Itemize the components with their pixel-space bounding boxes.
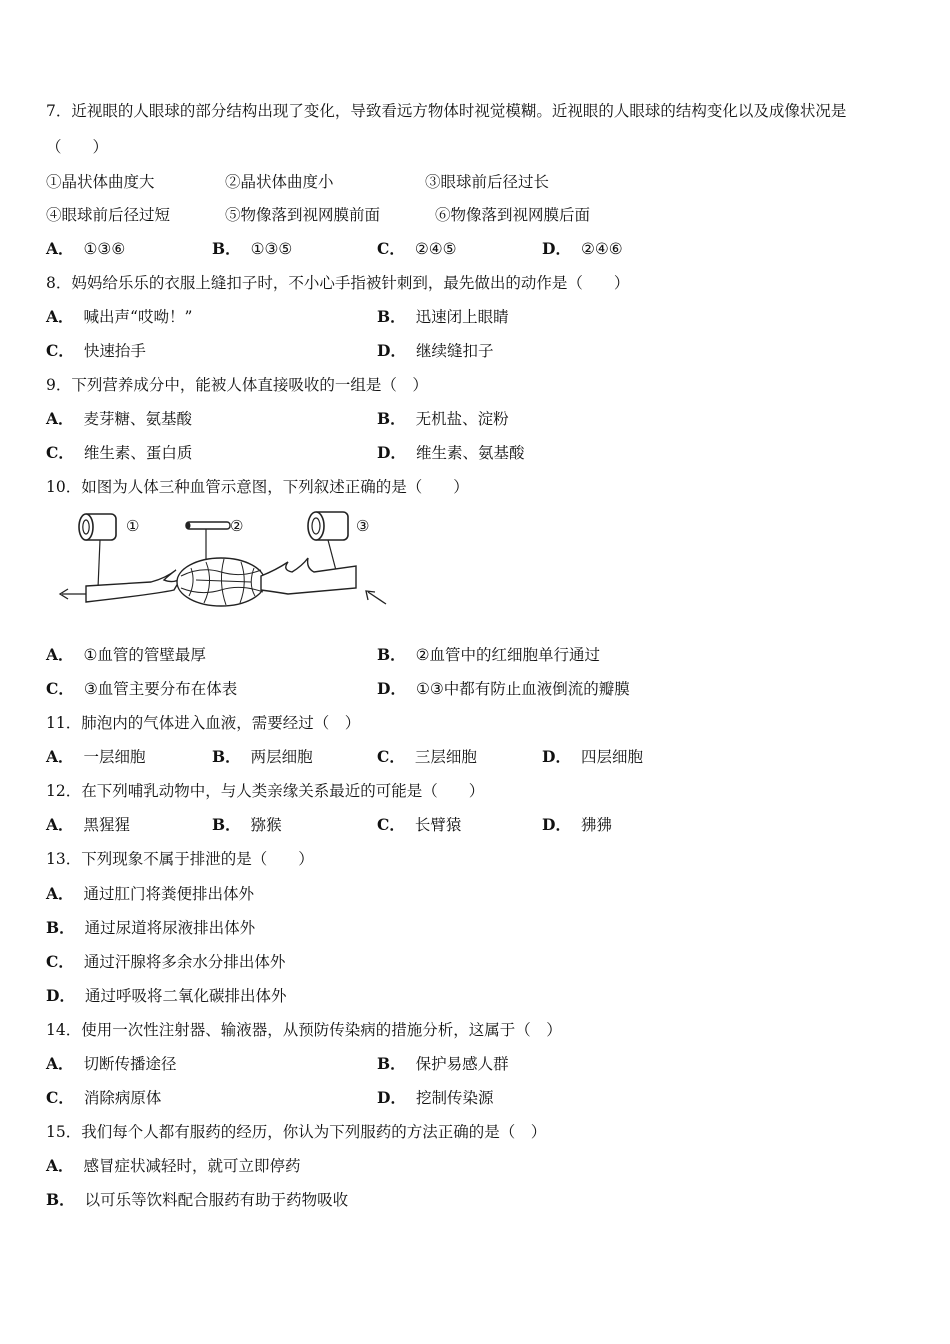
q7-option-c[interactable]: C． ②④⑤ [377, 239, 457, 258]
q7-item-3: ③眼球前后径过长 [425, 173, 550, 191]
q10-option-c[interactable]: C． ③血管主要分布在体表 [46, 679, 238, 698]
q7-paren: （ ） [46, 138, 109, 156]
q10-option-b[interactable]: B． ②血管中的红细胞单行通过 [377, 645, 601, 664]
q11-stem: 11．肺泡内的气体进入血液，需要经过（ ） [46, 714, 361, 732]
q15-option-a[interactable]: A． 感冒症状减轻时，就可立即停药 [46, 1156, 301, 1175]
q9-option-b[interactable]: B． 无机盐、淀粉 [377, 409, 509, 428]
q15-stem: 15．我们每个人都有服药的经历，你认为下列服药的方法正确的是（ ） [46, 1123, 547, 1141]
capillary-icon [186, 522, 231, 529]
q12-option-d[interactable]: D． 狒狒 [542, 815, 612, 834]
q12-option-c[interactable]: C． 长臂猿 [377, 815, 462, 834]
q13-option-a[interactable]: A． 通过肛门将粪便排出体外 [46, 884, 255, 903]
vein-cross-section-icon [308, 512, 348, 540]
q8-stem: 8．妈妈给乐乐的衣服上缝扣子时，不小心手指被针刺到，最先做出的动作是（ ） [46, 274, 630, 292]
q15-option-b[interactable]: B． 以可乐等饮料配合服药有助于药物吸收 [46, 1190, 349, 1209]
q11-option-a[interactable]: A． 一层细胞 [46, 747, 146, 766]
q7-item-5: ⑤物像落到视网膜前面 [225, 206, 381, 224]
q14-option-c[interactable]: C． 消除病原体 [46, 1088, 162, 1107]
q7-item-2: ②晶状体曲度小 [225, 173, 334, 191]
q13-stem: 13．下列现象不属于排泄的是（ ） [46, 850, 314, 868]
q9-option-d[interactable]: D． 维生素、氨基酸 [377, 443, 525, 462]
q8-option-a[interactable]: A． 喊出声“哎呦！” [46, 307, 193, 326]
q7-item-4: ④眼球前后径过短 [46, 206, 171, 224]
q14-option-a[interactable]: A． 切断传播途径 [46, 1054, 177, 1073]
q13-option-d[interactable]: D． 通过呼吸将二氧化碳排出体外 [46, 986, 287, 1005]
q7-stem: 7．近视眼的人眼球的部分结构出现了变化，导致看远方物体时视觉模糊。近视眼的人眼球的结构变化以及成像状况是 [46, 102, 847, 120]
q9-option-a[interactable]: A． 麦芽糖、氨基酸 [46, 409, 193, 428]
label-2: ② [230, 517, 244, 535]
q14-option-b[interactable]: B． 保护易感人群 [377, 1054, 509, 1073]
q7-option-b[interactable]: B． ①③⑤ [212, 239, 293, 258]
q7-item-1: ①晶状体曲度大 [46, 173, 155, 191]
q11-option-d[interactable]: D． 四层细胞 [542, 747, 643, 766]
q13-option-b[interactable]: B． 通过尿道将尿液排出体外 [46, 918, 256, 937]
q10-stem: 10．如图为人体三种血管示意图，下列叙述正确的是（ ） [46, 478, 469, 496]
q14-stem: 14．使用一次性注射器、输液器，从预防传染病的措施分析，这属于（ ） [46, 1021, 562, 1039]
q7-option-a[interactable]: A． ①③⑥ [46, 239, 126, 258]
label-3: ③ [356, 517, 370, 535]
q11-option-c[interactable]: C． 三层细胞 [377, 747, 477, 766]
blood-vessel-diagram [56, 506, 396, 616]
q8-option-d[interactable]: D． 继续缝扣子 [377, 341, 494, 360]
q8-option-c[interactable]: C． 快速抬手 [46, 341, 146, 360]
label-1: ① [126, 517, 140, 535]
flow-in-arrow-icon [366, 591, 386, 604]
q12-option-b[interactable]: B． 猕猴 [212, 815, 282, 834]
q12-option-a[interactable]: A． 黑猩猩 [46, 815, 131, 834]
q7-option-d[interactable]: D． ②④⑥ [542, 239, 623, 258]
q11-option-b[interactable]: B． 两层细胞 [212, 747, 313, 766]
q9-option-c[interactable]: C． 维生素、蛋白质 [46, 443, 193, 462]
q10-option-a[interactable]: A． ①血管的管壁最厚 [46, 645, 206, 664]
q7-item-6: ⑥物像落到视网膜后面 [435, 206, 591, 224]
q13-option-c[interactable]: C． 通过汗腺将多余水分排出体外 [46, 952, 286, 971]
artery-cross-section-icon [79, 514, 116, 540]
q10-option-d[interactable]: D． ①③中都有防止血液倒流的瓣膜 [377, 679, 630, 698]
q14-option-d[interactable]: D． 挖制传染源 [377, 1088, 494, 1107]
flow-out-arrow-icon [60, 589, 86, 599]
q12-stem: 12．在下列哺乳动物中，与人类亲缘关系最近的可能是（ ） [46, 782, 485, 800]
q9-stem: 9．下列营养成分中，能被人体直接吸收的一组是（ ） [46, 376, 428, 394]
q8-option-b[interactable]: B． 迅速闭上眼睛 [377, 307, 509, 326]
